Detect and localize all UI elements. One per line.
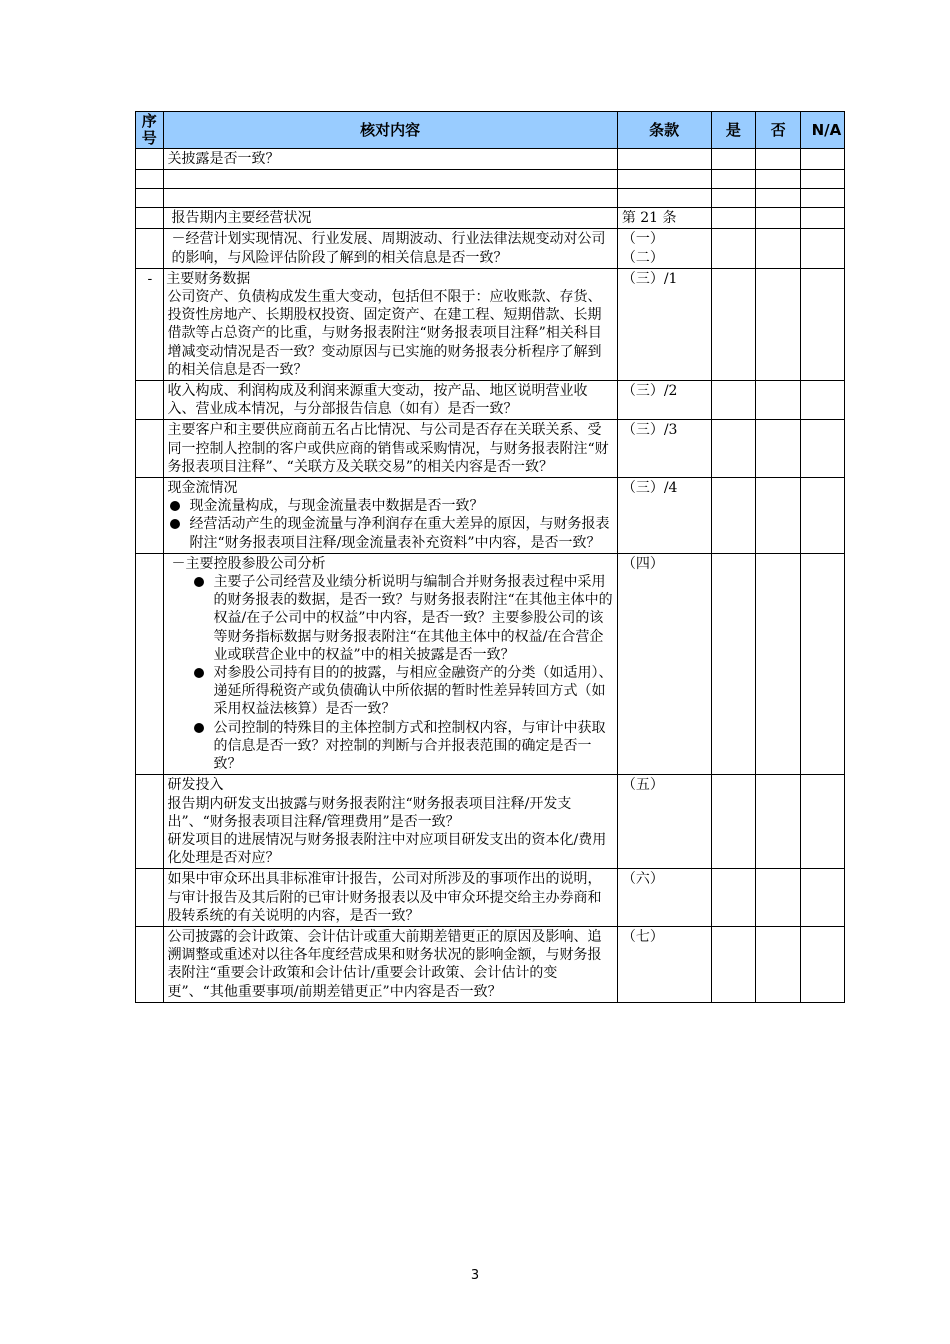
- no-cell[interactable]: [756, 268, 801, 380]
- na-cell[interactable]: [801, 553, 845, 774]
- na-cell[interactable]: [801, 869, 845, 927]
- table-row: [136, 149, 845, 170]
- bullet-list: [168, 497, 613, 552]
- content-cell: 如果中审众环出具非标准审计报告，公司对所涉及的事项作出的说明，与审计报告及其后附的已审计财务报表以及中审众环提交给主办券商和股转系统的有关说明的内容，是否一致？: [163, 869, 617, 927]
- clause-cell: [617, 189, 711, 208]
- clause-line: （一）: [621, 231, 664, 248]
- verification-checklist-table: [135, 111, 845, 1003]
- yes-cell[interactable]: [711, 170, 756, 189]
- no-cell[interactable]: [756, 869, 801, 927]
- seq-cell: [136, 170, 164, 189]
- no-cell[interactable]: [756, 381, 801, 420]
- content-cell: 公司披露的会计政策、会计估计或重大前期差错更正的原因及影响、追溯调整或重述对以往各年度经营成果和财务状况的影响金额，与财务报表附注“重要会计政策和会计估计/重要会计政策、会计估计的变更”、“其他重要事项/前期差错更正”中内容是否一致？: [163, 926, 617, 1002]
- na-cell[interactable]: [801, 268, 845, 380]
- content-cell: 收入构成、利润构成及利润来源重大变动，按产品、地区说明营业收入、营业成本情况，与分部报告信息（如有）是否一致？: [163, 381, 617, 420]
- content-cell: 主要客户和主要供应商前五名占比情况、与公司是否存在关联关系、受同一控制人控制的客户或供应商的销售或采购情况，与财务报表附注“财务报表项目注释”、“关联方及关联交易”的相关内容是否一致？: [163, 420, 617, 478]
- na-cell[interactable]: [801, 208, 845, 229]
- table-row: [136, 189, 845, 208]
- yes-cell[interactable]: [711, 208, 756, 229]
- table-header-row: [136, 112, 845, 149]
- no-cell[interactable]: [756, 229, 801, 268]
- yes-cell[interactable]: [711, 189, 756, 208]
- na-cell[interactable]: [801, 170, 845, 189]
- seq-cell: [136, 420, 164, 478]
- yes-cell[interactable]: [711, 268, 756, 380]
- bullet-icon: [194, 668, 204, 678]
- clause-cell: （七）: [617, 926, 711, 1002]
- yes-cell[interactable]: [711, 420, 756, 478]
- yes-cell[interactable]: [711, 381, 756, 420]
- no-cell[interactable]: [756, 926, 801, 1002]
- page-number: 3: [470, 1268, 480, 1283]
- clause-cell: （三）/4: [617, 478, 711, 554]
- yes-cell[interactable]: [711, 149, 756, 170]
- subsection-heading: 现金流情况: [167, 480, 238, 497]
- no-cell[interactable]: [756, 189, 801, 208]
- seq-cell: [136, 478, 164, 554]
- clause-cell: （五）: [617, 775, 711, 869]
- content-cell: 关披露是否一致？: [163, 149, 617, 170]
- bullet-icon: [194, 577, 204, 587]
- clause-cell: 第 21 条: [617, 208, 711, 229]
- header-yes: 是: [711, 112, 756, 149]
- subsection-heading: 研发投入: [167, 777, 224, 794]
- bullet-icon: [170, 501, 180, 511]
- content-text: 研发项目的进展情况与财务报表附注中对应项目研发支出的资本化/费用化处理是否对应？: [167, 831, 607, 867]
- content-text: 公司资产、负债构成发生重大变动，包括但不限于：应收账款、存货、投资性房地产、长期股权投资、固定资产、在建工程、短期借款、长期借款等占总资产的比重，与财务报表附注“财务报表项目注释”相关科目增减变动情况是否一致？变动原因与已实施的财务报表分析程序了解到的相关信息是否一致？: [167, 289, 602, 378]
- seq-cell: [136, 149, 164, 170]
- content-cell: [147, 268, 617, 380]
- list-item: 主要子公司经营及业绩分析说明与编制合并财务报表过程中采用的财务报表的数据，是否一致？与财务报表附注“在其他主体中的权益/在子公司中的权益”中内容，是否一致？主要参股公司的该等财务指标数据与财务报表附注“在其他主体中的权益/在合营企业或联营企业中的权益”中的相关披露是否一致？: [192, 573, 613, 664]
- no-cell[interactable]: [756, 775, 801, 869]
- na-cell[interactable]: [801, 926, 845, 1002]
- header-seq: 序号: [136, 112, 164, 149]
- seq-cell: [136, 381, 164, 420]
- na-cell[interactable]: [801, 189, 845, 208]
- na-cell[interactable]: [801, 775, 845, 869]
- bullet-icon: [194, 723, 204, 733]
- yes-cell[interactable]: [711, 775, 756, 869]
- clause-line: （二）: [621, 249, 664, 266]
- yes-cell[interactable]: [711, 229, 756, 268]
- content-text: 报告期内研发支出披露与财务报表附注“财务报表项目注释/开发支出”、“财务报表项目注释/管理费用”是否一致？: [167, 795, 572, 830]
- yes-cell[interactable]: [711, 553, 756, 774]
- no-cell[interactable]: [756, 149, 801, 170]
- subsection-heading: - 主要财务数据: [147, 270, 251, 287]
- no-cell[interactable]: [756, 478, 801, 554]
- header-na: N/A: [801, 112, 845, 149]
- clause-cell: [617, 229, 711, 268]
- header-clause: 条款: [617, 112, 711, 149]
- clause-cell: （三）/2: [617, 381, 711, 420]
- header-no: 否: [756, 112, 801, 149]
- clause-cell: [617, 149, 711, 170]
- seq-cell: [136, 229, 164, 268]
- table-row: [136, 926, 845, 1002]
- na-cell[interactable]: [801, 381, 845, 420]
- na-cell[interactable]: [801, 420, 845, 478]
- list-item: 对参股公司持有目的的披露，与相应金融资产的分类（如适用）、递延所得税资产或负债确认中所依据的暂时性差异转回方式（如采用权益法核算）是否一致？: [192, 664, 613, 719]
- bullet-list: [172, 573, 613, 773]
- table-row: [136, 775, 845, 869]
- table-row: [136, 268, 845, 380]
- seq-cell: [136, 926, 164, 1002]
- seq-cell: [136, 869, 164, 927]
- table-row: [136, 208, 845, 229]
- table-row: [136, 420, 845, 478]
- subsection-heading: －主要控股参股公司分析: [171, 555, 326, 572]
- clause-cell: （三）/1: [617, 268, 711, 380]
- list-item: 现金流量构成，与现金流量表中数据是否一致？: [168, 497, 613, 515]
- no-cell[interactable]: [756, 208, 801, 229]
- content-cell: －经营计划实现情况、行业发展、周期波动、行业法律法规变动对公司的影响，与风险评估阶段了解到的相关信息是否一致？: [163, 229, 617, 268]
- yes-cell[interactable]: [711, 478, 756, 554]
- section-title-cell: 报告期内主要经营状况: [163, 208, 617, 229]
- no-cell[interactable]: [756, 553, 801, 774]
- clause-cell: [617, 170, 711, 189]
- table-row: [136, 553, 845, 774]
- clause-cell: （六）: [617, 869, 711, 927]
- content-cell: [163, 170, 617, 189]
- na-cell[interactable]: [801, 149, 845, 170]
- content-cell: [163, 553, 617, 774]
- seq-cell: [136, 189, 164, 208]
- na-cell[interactable]: [801, 478, 845, 554]
- table-row: [136, 869, 845, 927]
- content-cell: [163, 189, 617, 208]
- content-cell: [163, 478, 617, 554]
- bullet-icon: [170, 519, 180, 529]
- no-cell[interactable]: [756, 420, 801, 478]
- na-cell[interactable]: [801, 229, 845, 268]
- content-cell: [163, 775, 617, 869]
- seq-cell: [136, 208, 164, 229]
- yes-cell[interactable]: [711, 926, 756, 1002]
- clause-cell: （四）: [617, 553, 711, 774]
- table-row: [136, 170, 845, 189]
- seq-cell: [136, 775, 164, 869]
- seq-cell: [136, 553, 164, 774]
- clause-cell: （三）/3: [617, 420, 711, 478]
- table-row: [136, 229, 845, 268]
- list-item: 公司控制的特殊目的主体控制方式和控制权内容，与审计中获取的信息是否一致？对控制的判断与合并报表范围的确定是否一致？: [192, 719, 613, 774]
- header-content: 核对内容: [163, 112, 617, 149]
- no-cell[interactable]: [756, 170, 801, 189]
- list-item: 经营活动产生的现金流量与净利润存在重大差异的原因，与财务报表附注“财务报表项目注释/现金流量表补充资料”中内容，是否一致？: [168, 515, 613, 551]
- table-row: [136, 478, 845, 554]
- yes-cell[interactable]: [711, 869, 756, 927]
- table-row: [136, 381, 845, 420]
